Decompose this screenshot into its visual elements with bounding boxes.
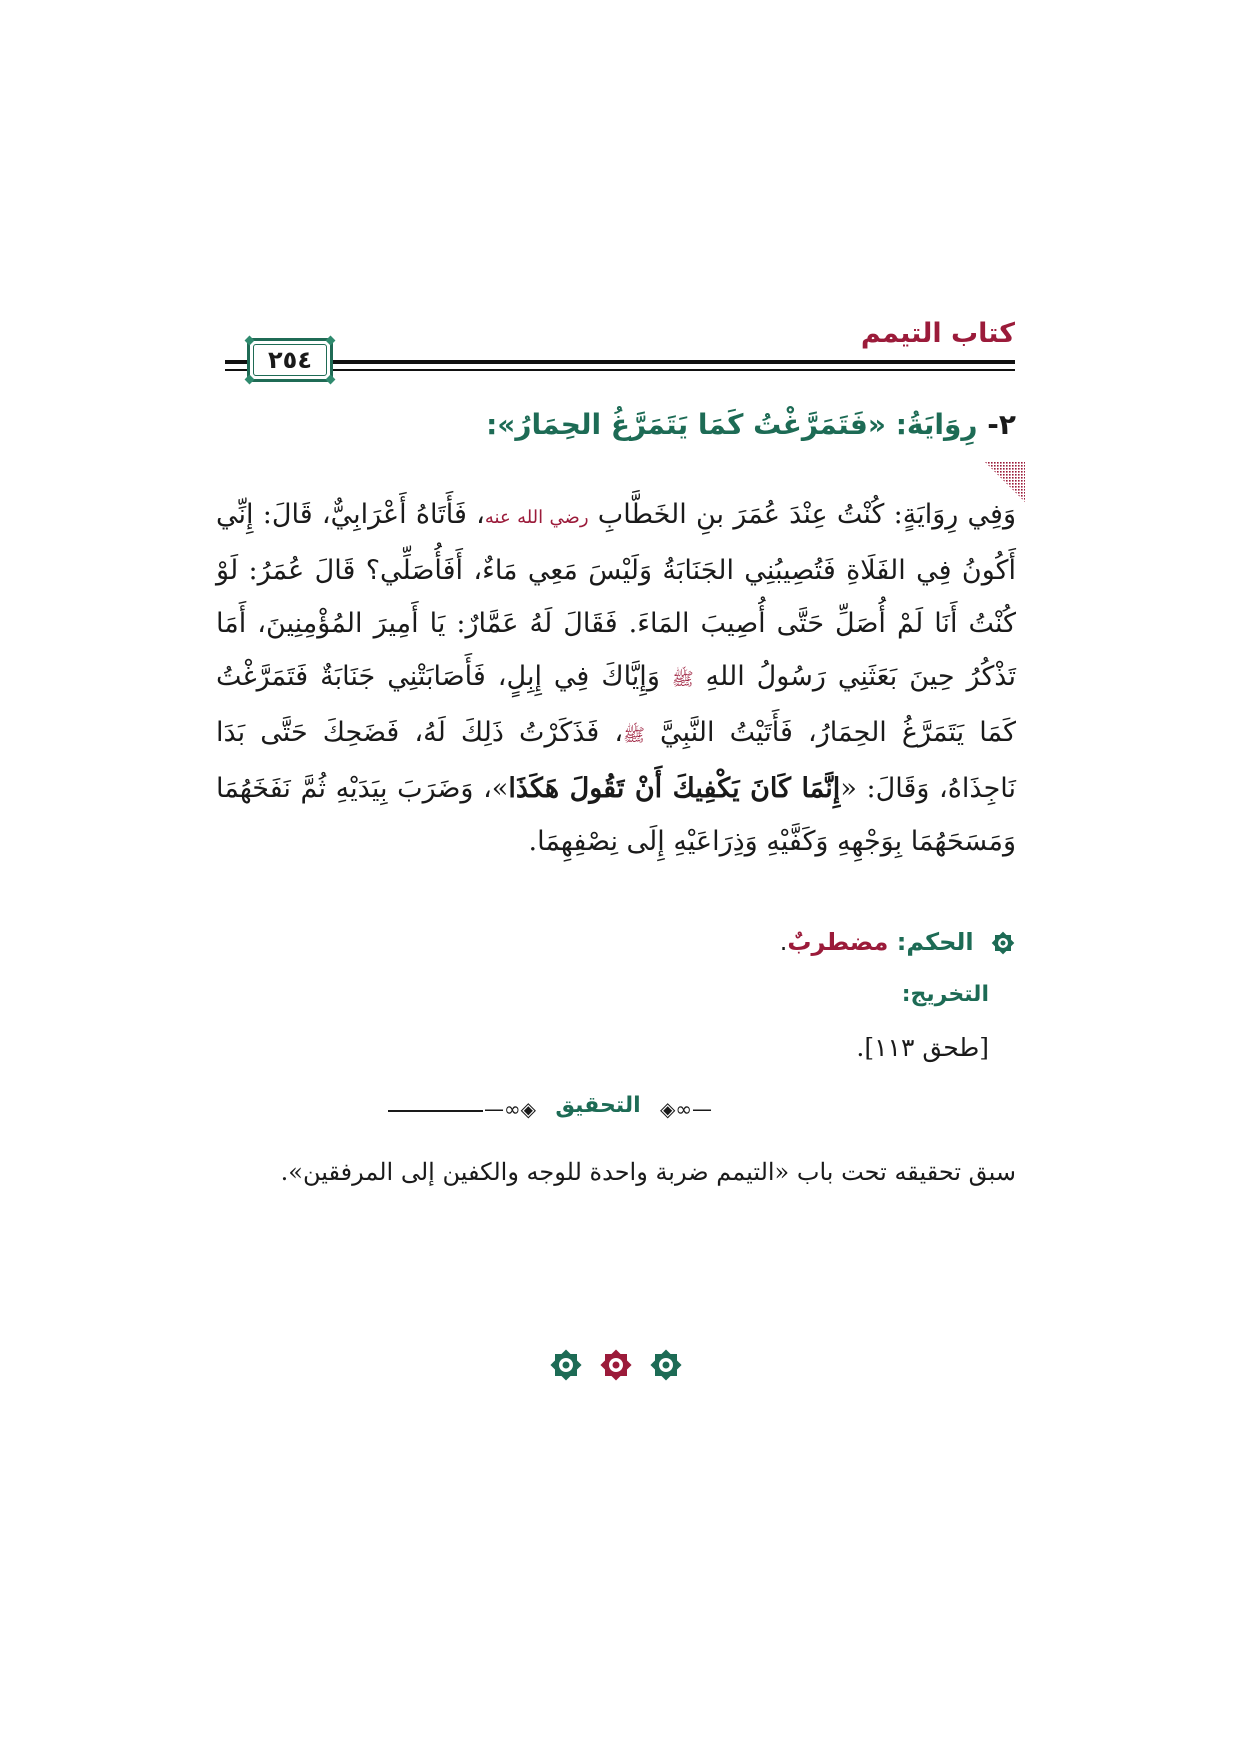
book-title: كتاب التيمم (860, 318, 1015, 349)
ruling-value: مضطربٌ (787, 928, 889, 956)
page-header (225, 318, 1015, 390)
tahqiq-divider (388, 1091, 838, 1131)
divider-line (388, 1110, 483, 1112)
narration-text: وَفِي رِوَايَةٍ: كُنْتُ عِنْدَ عُمَرَ بنِ الخَطَّابِ (588, 499, 1016, 530)
page-number-badge (247, 338, 333, 382)
page-number: ٢٥٤ (268, 346, 312, 374)
scroll-ornament-icon: ◈∞— (660, 1097, 713, 1121)
section-end-ornaments (548, 1345, 688, 1385)
prophetic-quote: إِنَّمَا كَانَ يَكْفِيكَ أَنْ تَقُولَ هَكَذَا (508, 773, 841, 804)
scroll-ornament-icon: —∞◈ (484, 1097, 537, 1121)
honorific-glyph: ﷺ (623, 725, 645, 746)
narration-text: وَإِيَّاكَ فِي إِبِلٍ، فَأَصَابَتْنِي جَنَابَةٌ فَتَمَرَّغْتُ كَمَا يَتَمَرَّغُ الحِمَارُ، فَأَتَيْتُ النَّبِيَّ (216, 661, 1017, 748)
tahqiq-heading: التحقيق (555, 1093, 641, 1118)
ruling-line (226, 928, 1016, 956)
hadith-narration (216, 488, 1016, 868)
star-ornament-icon (990, 930, 1016, 956)
badge-corner-ornament (326, 375, 336, 385)
badge-corner-ornament (245, 336, 255, 346)
honorific-glyph: رضي الله عنه (484, 507, 589, 528)
section-heading-text: رِوَايَةُ: «فَتَمَرَّغْتُ كَمَا يَتَمَرَّغُ الحِمَارُ»: (486, 408, 978, 441)
narration-text: »، وَضَرَبَ بِيَدَيْهِ ثُمَّ نَفَخَهُمَا وَمَسَحَهُمَا بِوَجْهِهِ وَكَفَّيْهِ وَذِرَاعَيْهِ إِلَى نِصْفِهِمَا. (216, 773, 1016, 857)
header-rule-thick (225, 360, 1015, 364)
badge-corner-ornament (326, 336, 336, 346)
ruling-label: الحكم: (896, 928, 974, 956)
star-ornament-icon (548, 1347, 584, 1383)
narration-text: ، فَذَكَرْتُ ذَلِكَ لَهُ، فَضَحِكَ حَتَّى بَدَا نَاجِذَاهُ، وَقَالَ: « (216, 717, 1017, 804)
section-heading (226, 408, 1016, 441)
narration-text: ، فَأَتَاهُ أَعْرَابِيٌّ، قَالَ: إِنِّي أَكُونُ فِي الفَلَاةِ فَتُصِيبُنِي الجَنَابَةُ وَلَيْسَ مَعِي مَاءٌ، أَفَأُصَلِّي؟ قَالَ عُمَرُ: لَوْ كُنْتُ أَنَا لَمْ أُصَلِّ حَتَّى أُصِيبَ المَاءَ. فَقَالَ لَهُ عَمَّارٌ: يَا أَمِيرَ المُؤْمِنِينَ، أَمَا تَذْكُرُ حِينَ بَعَثَنِي رَسُولُ اللهِ (216, 499, 1016, 692)
section-number: ٢- (987, 408, 1016, 441)
star-ornament-icon (648, 1347, 684, 1383)
honorific-glyph: ﷺ (671, 669, 694, 690)
tahqiq-paragraph: سبق تحقيقه تحت باب «التيمم ضربة واحدة للوجه والكفين إلى المرفقين». (280, 1158, 1016, 1186)
takhrij-reference: [طحق ١١٣]. (856, 1033, 989, 1062)
header-rule-thin (225, 369, 1015, 371)
takhrij-heading: التخريج: (901, 982, 989, 1007)
star-ornament-icon (598, 1347, 634, 1383)
badge-corner-ornament (245, 375, 255, 385)
ruling-end: . (779, 928, 788, 956)
